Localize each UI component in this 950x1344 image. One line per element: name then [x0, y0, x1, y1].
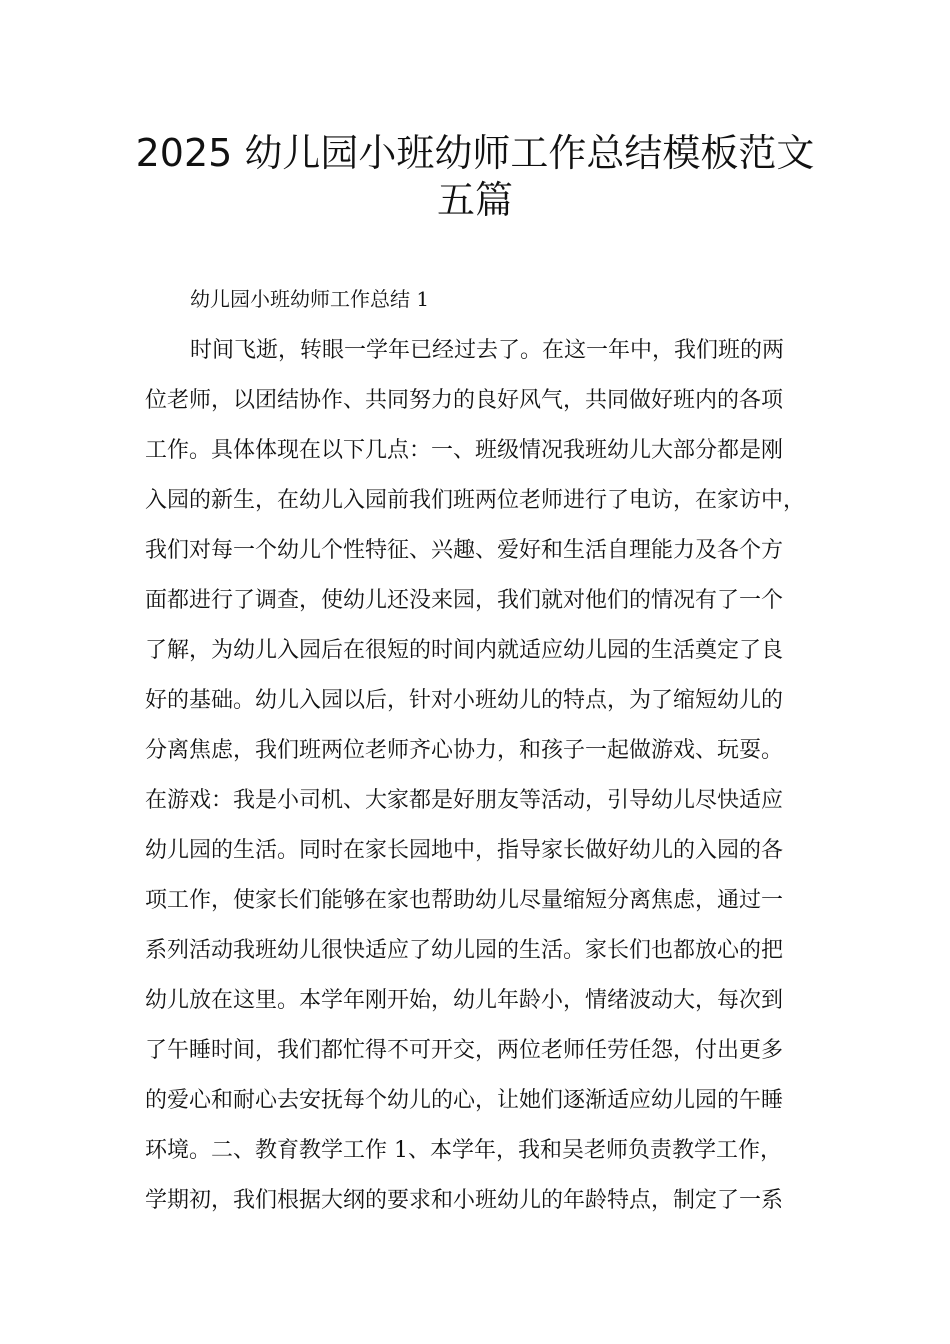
body-line: 的爱心和耐心去安抚每个幼儿的心，让她们逐渐适应幼儿园的午睡	[145, 1088, 784, 1113]
body-line: 学期初，我们根据大纲的要求和小班幼儿的年龄特点，制定了一系	[145, 1188, 784, 1213]
body-line: 项工作，使家长们能够在家也帮助幼儿尽量缩短分离焦虑，通过一	[145, 888, 784, 913]
body-line: 了解，为幼儿入园后在很短的时间内就适应幼儿园的生活奠定了良	[145, 638, 784, 663]
body-line: 我们对每一个幼儿个性特征、兴趣、爱好和生活自理能力及各个方	[145, 538, 784, 563]
body-line: 了午睡时间，我们都忙得不可开交，两位老师任劳任怨，付出更多	[145, 1038, 784, 1063]
body-line: 入园的新生，在幼儿入园前我们班两位老师进行了电访，在家访中，	[145, 488, 806, 513]
body-line: 环境。二、教育教学工作 1、本学年，我和吴老师负责教学工作，	[145, 1138, 782, 1163]
body-line: 时间飞逝，转眼一学年已经过去了。在这一年中，我们班的两	[190, 338, 785, 363]
body-line: 在游戏：我是小司机、大家都是好朋友等活动，引导幼儿尽快适应	[145, 788, 784, 813]
body-line: 分离焦虑，我们班两位老师齐心协力，和孩子一起做游戏、玩耍。	[145, 738, 784, 763]
body-line: 幼儿放在这里。本学年刚开始，幼儿年龄小，情绪波动大，每次到	[145, 988, 784, 1013]
document-title-line-2: 五篇	[436, 178, 513, 222]
document-title-line-1: 2025 幼儿园小班幼师工作总结模板范文	[135, 131, 815, 175]
body-line: 幼儿园的生活。同时在家长园地中，指导家长做好幼儿的入园的各	[145, 838, 784, 863]
body-line: 系列活动我班幼儿很快适应了幼儿园的生活。家长们也都放心的把	[145, 938, 784, 963]
body-line: 好的基础。幼儿入园以后，针对小班幼儿的特点，为了缩短幼儿的	[145, 688, 784, 713]
section-heading: 幼儿园小班幼师工作总结 1	[190, 287, 430, 311]
body-line: 工作。具体体现在以下几点：一、班级情况我班幼儿大部分都是刚	[145, 438, 784, 463]
body-line: 位老师，以团结协作、共同努力的良好风气，共同做好班内的各项	[145, 388, 784, 413]
body-line: 面都进行了调查，使幼儿还没来园，我们就对他们的情况有了一个	[145, 588, 784, 613]
